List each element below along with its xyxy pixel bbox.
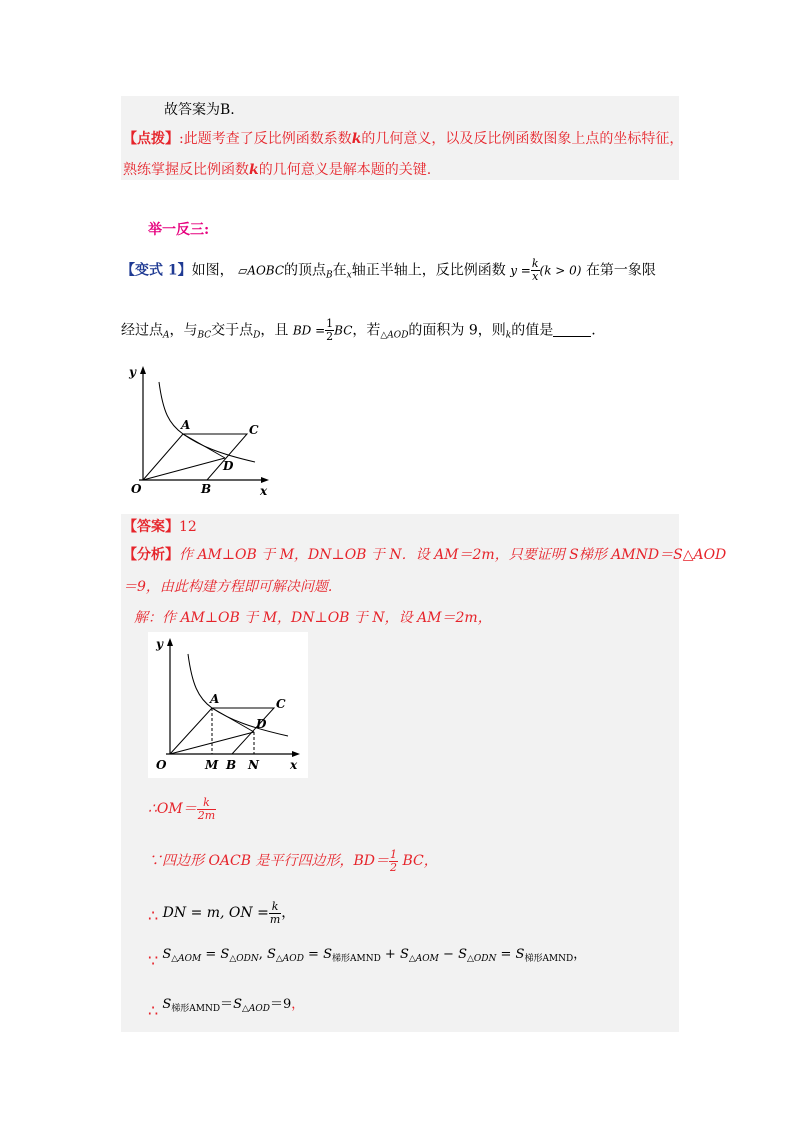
fraction-k-over-x: $\frac{k}{x}$	[531, 257, 539, 283]
fraction-k-over-m: $\frac{k}{m}$	[269, 899, 281, 926]
label-d: D	[223, 459, 234, 473]
fraction-half: $\frac{1}{2}$	[390, 847, 398, 874]
step-2: ∵四边形 OACB 是平行四边形，BD＝ $\frac{1}{2}$ BC，	[148, 847, 438, 874]
label-y: y	[156, 637, 163, 651]
fraction-k-over-2m: $\frac{k}{2m}$	[197, 795, 216, 822]
answer-label: 【答案】	[123, 519, 179, 535]
problem-line-1: 【变式 1】如图， ▱AOBC的顶点$_B$在$_x$轴正半轴上，反比例函数 y = $\frac{k}{x}$ (k > 0) 在第一象限	[121, 257, 656, 283]
answer-value: 12	[179, 519, 197, 535]
label-c: C	[249, 423, 259, 437]
label-x: x	[290, 758, 298, 772]
label-o: O	[131, 482, 142, 496]
step-5: ∴ $S_{梯形AMND}=S_{\triangle AOD}=9$，	[148, 997, 305, 1020]
solution-line: 解：作 AM⊥OB 于 M，DN⊥OB 于 N，设 AM＝2m，	[134, 610, 492, 626]
tip-line-2: 熟练掌握反比例函数k的几何意义是解本题的关键.	[123, 162, 432, 178]
answer-line	[123, 517, 197, 537]
fraction-half: $\frac{1}{2}$	[326, 317, 334, 343]
step-1: ∴OM＝ $\frac{k}{2m}$	[148, 795, 216, 822]
label-c: C	[276, 697, 286, 711]
label-a: A	[181, 418, 191, 432]
label-o: O	[156, 758, 167, 772]
segment-od	[143, 458, 225, 480]
label-b: B	[201, 482, 212, 496]
label-b: B	[226, 758, 237, 772]
label-a: A	[210, 692, 220, 706]
analysis-line-2: ＝9，由此构建方程即可解决问题.	[123, 579, 333, 595]
y-arrow	[140, 366, 146, 374]
problem-line-2: 经过点$_A$，与$_{BC}$交于点$_D$，且 BD = $\frac{1}{2}$ BC，若$_{\triangle AOD}$的面积为 9，则$_k$的值是 .	[121, 317, 596, 343]
segment-ad	[183, 434, 225, 458]
tip-label: 【点拨】	[123, 131, 179, 147]
label-d: D	[256, 717, 267, 731]
figure-2	[148, 632, 308, 778]
answer-blank	[553, 322, 591, 337]
analysis-label: 【分析】	[123, 547, 179, 563]
figure-1	[125, 362, 275, 500]
tip-line-1: 【点拨】:此题考查了反比例函数系数k的几何意义，以及反比例函数图象上点的坐标特征，	[123, 131, 684, 147]
x-arrow	[261, 477, 269, 483]
label-y: y	[129, 365, 136, 379]
label-x: x	[260, 484, 268, 498]
label-n: N	[248, 758, 259, 772]
step-3: ∴ DN = m, ON = $\frac{k}{m}$ ，	[148, 899, 296, 926]
label-m: M	[205, 758, 219, 772]
section-heading: 举一反三:	[148, 222, 210, 238]
analysis-line-1: 【分析】作 AM⊥OB 于 M，DN⊥OB 于 N．设 AM＝2m，只要证明 S梯形 AMND＝S△AOD	[123, 547, 727, 563]
answer-line: 故答案为B.	[164, 102, 235, 118]
step-4: ∵ $S_{\triangle AOM} = S_{\triangle ODN}$, $S_{\triangle AOD} = S_{梯形AMND} + S_{\triangle AOM} - S_{\triangle ODN} = S_{梯形AMND}$，	[148, 947, 587, 970]
hyperbola	[159, 382, 255, 462]
problem-label: 【变式 1】	[121, 262, 192, 279]
